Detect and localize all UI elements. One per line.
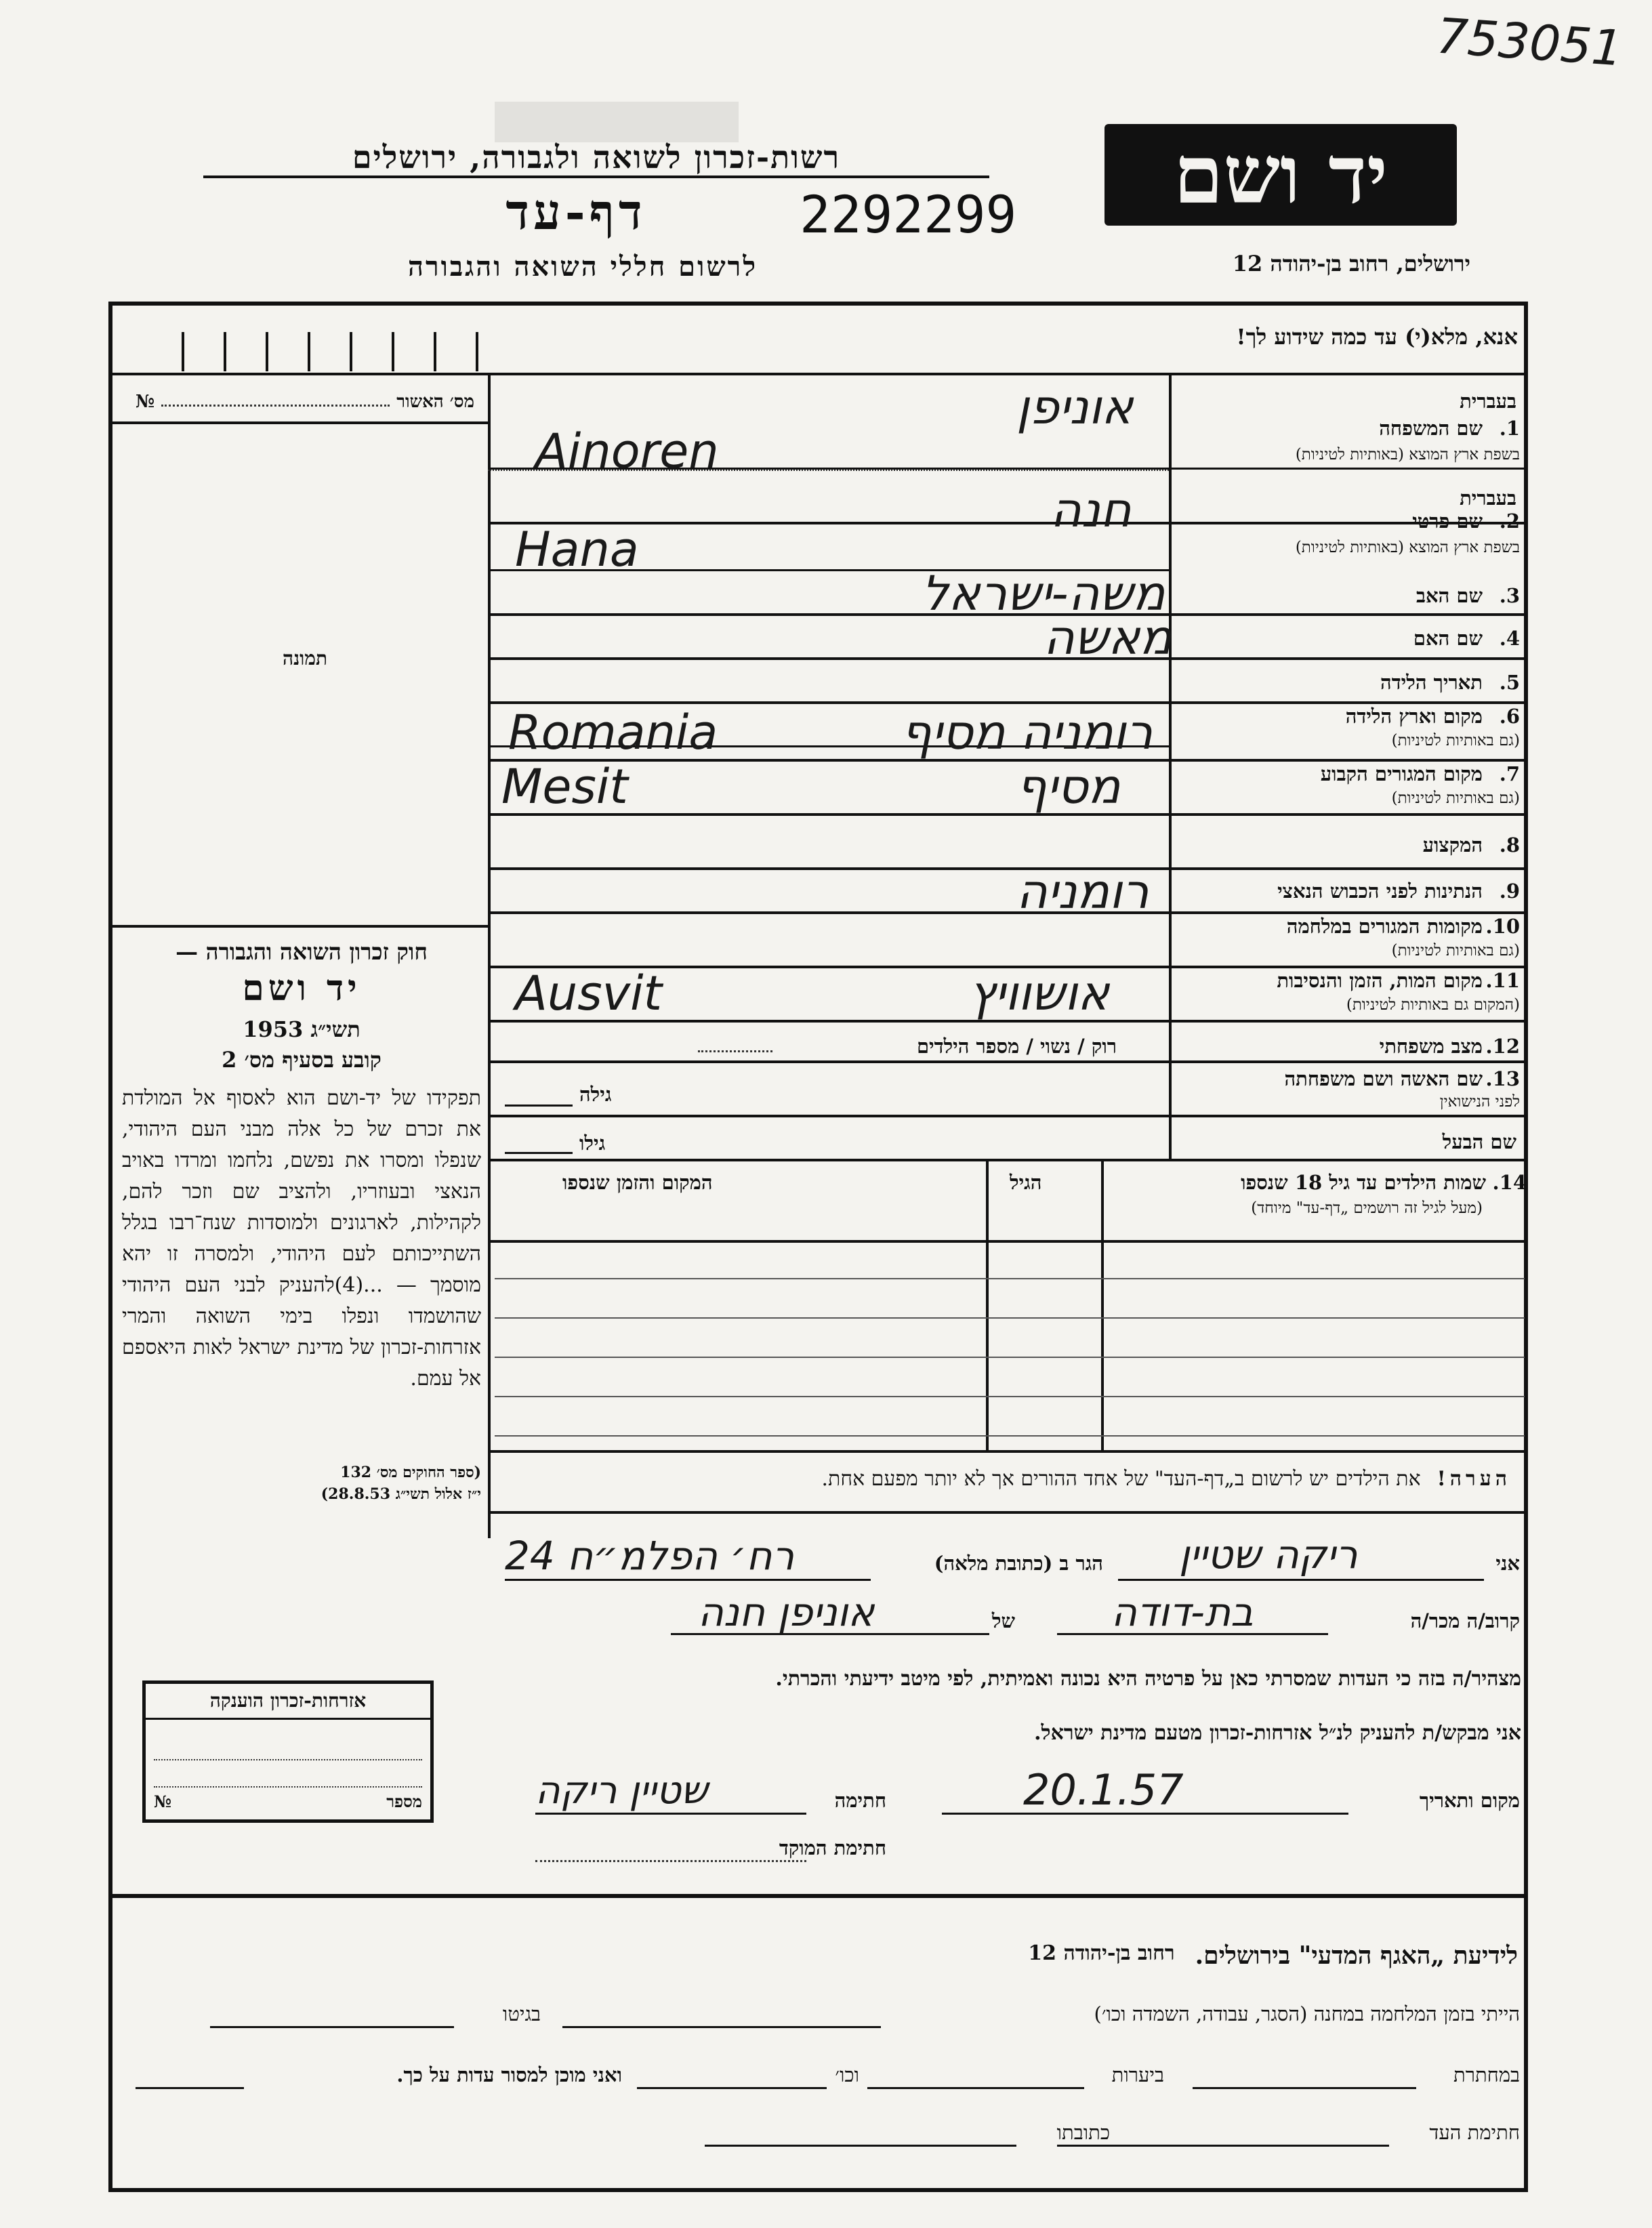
form-subtitle: לרשום חללי השואה והגבורה <box>407 251 758 283</box>
law-year: תשי״ג 1953 <box>243 1016 360 1042</box>
children-label: שמות הילדים עד גיל 18 שנספו <box>1241 1171 1486 1194</box>
field-6-value-hebrew: רומניה מסיף <box>901 705 1153 760</box>
wife-age-label: גילה <box>579 1083 612 1106</box>
field-10-label: מקומות המגורים במלחמה <box>1286 915 1483 938</box>
sidebar-divider <box>488 373 491 1538</box>
field-2-value-hebrew: חנה <box>1050 482 1132 538</box>
photo-label: תמונה <box>282 647 328 669</box>
field-11-value-hebrew: אושוויץ <box>969 966 1110 1021</box>
relation: בת-דודה <box>1111 1589 1254 1635</box>
field-7-label: מקום המגורים הקבוע <box>1320 762 1483 785</box>
field-12-options: רוק / נשוי / מספר הילדים <box>916 1035 1117 1058</box>
field-11-label: מקום המות, הזמן והנסיבות <box>1277 969 1483 992</box>
citizenship-box-number-symbol: № <box>154 1792 172 1811</box>
footer-forests-label: ביערות <box>1111 2063 1164 2086</box>
husband-label: שם הבעל <box>1442 1130 1516 1153</box>
citizenship-box-line-1 <box>154 1720 422 1760</box>
field-9-label: הנתינות לפני הכבוש הנאצי <box>1277 880 1483 903</box>
field-10-number: 10. <box>1485 915 1520 938</box>
footer-willing-label: ואני מוכן למסור עדות על כך. <box>396 2063 622 2086</box>
citizenship-box-footer <box>146 1788 430 1812</box>
law-title: חוק זכרון השואה והגבורה — <box>175 938 428 965</box>
children-rows <box>495 1240 1525 1443</box>
field-9-value-hebrew: רומניה <box>1016 864 1149 920</box>
handwritten-reference-number: 753051 <box>1434 7 1625 77</box>
field-4-value-hebrew: מאשה <box>1044 610 1172 665</box>
of-name: אוניפן חנה <box>698 1589 875 1635</box>
footer-to-label: לידיעת „האגף המדעי" בירושלים. <box>1195 1941 1518 1970</box>
footer-ghetto-label: בגיטו <box>502 2002 541 2025</box>
field-11-number: 11. <box>1485 969 1520 992</box>
signature: שטיין ריקה <box>535 1769 708 1813</box>
form-number: 2292299 <box>800 184 1017 245</box>
children-count-line <box>698 1050 772 1052</box>
field-4-number: 4. <box>1499 627 1520 650</box>
declaration-date: 20.1.57 <box>1023 1765 1184 1815</box>
approval-number-line <box>161 392 390 407</box>
place-date-label: מקום ותאריך <box>1419 1789 1520 1812</box>
authority-line: רשות-זכרון לשואה ולגבורה, ירושלים <box>203 139 989 178</box>
children-sub: (מעל לגיל זה רושמים „דף-עד" מיוחד) <box>1251 1199 1483 1217</box>
field-8-number: 8. <box>1499 833 1520 857</box>
field-1-number: 1. <box>1499 417 1520 440</box>
children-col-place-time: המקום והזמן שנספו <box>562 1171 713 1194</box>
field-5-label: תאריך הלידה <box>1380 671 1483 694</box>
field-7-number: 7. <box>1499 762 1520 785</box>
approval-number-symbol: № <box>136 392 155 412</box>
law-section: קובע בסעיף מס׳ 2 <box>222 1047 381 1073</box>
field-13-sub: לפני הנישואין <box>1439 1093 1520 1111</box>
approval-number-label: מס׳ האשור <box>396 392 474 412</box>
instruction: אנא, מלא(י) עד כמה שידוע לך! <box>1236 324 1518 350</box>
law-name: יד ושם <box>242 968 361 1009</box>
relative-label: קרוב/ה מכר/ה <box>1410 1609 1520 1632</box>
signature-label: חתימה <box>834 1789 886 1812</box>
footer-etc-label: וכו׳ <box>835 2063 859 2086</box>
field-7-value-latin: Mesit <box>501 759 628 814</box>
wife-age-line <box>505 1105 573 1107</box>
field-1-label: שם המשפחה <box>1379 417 1483 440</box>
note-text: את הילדים יש לרשום ב„דף-העד" של אחד ההורים אך לא יותר מפעם אחת. <box>821 1467 1421 1491</box>
field-14-number: 14. <box>1492 1171 1527 1194</box>
photo-divider <box>108 925 488 928</box>
footer-address: רחוב בן-יהודה 12 <box>1028 1941 1175 1965</box>
field-6-value-latin: Romania <box>508 705 718 760</box>
field-3-value-hebrew: משה-ישראל <box>922 566 1165 621</box>
field-6-sub: (גם באותיות לטיניות) <box>1391 732 1520 749</box>
field-2-label: שם פרטי <box>1412 510 1483 533</box>
header-address: ירושלים, רחוב בן-יהודה 12 <box>1232 251 1470 276</box>
citizenship-box-number-label: מספר <box>386 1792 422 1811</box>
field-3-number: 3. <box>1499 584 1520 607</box>
field-2-tag: בעברית <box>1460 487 1516 510</box>
stamp-smudge <box>495 102 739 142</box>
approval-divider <box>108 421 488 424</box>
field-6-number: 6. <box>1499 705 1520 728</box>
field-5-number: 5. <box>1499 671 1520 694</box>
resides-label: הגר ב (כתובת מלאה) <box>934 1552 1103 1575</box>
law-reference-2: י״ז אלול תשי״ג 28.8.53) <box>321 1485 481 1503</box>
law-reference-1: (ספר החוקים מס׳ 132 <box>340 1464 481 1481</box>
field-2-sub: בשפת ארץ המוצא (באותיות לטיניות) <box>1295 539 1520 556</box>
citizenship-box-title: אזרחות-זכרון הוענקה <box>146 1684 430 1720</box>
declaration-statement: מצהיר/ה בזה כי העדות שמסרתי כאן על פרטיה היא נכונה ואמיתית, לפי מיטב ידיעתי והכרתי. <box>775 1667 1521 1691</box>
instruction-divider <box>108 373 1528 375</box>
field-11-value-latin: Ausvit <box>515 966 663 1021</box>
field-12-number: 12. <box>1485 1035 1520 1058</box>
note-row <box>495 1467 1511 1491</box>
footer-camp-label: הייתי בזמן המלחמה במחנה (הסגר, עבודה, השמדה וכו׳) <box>1094 2002 1520 2025</box>
form-title: דף-עד <box>505 183 646 241</box>
field-1-sub: בשפת ארץ המוצא (באותיות לטיניות) <box>1295 446 1520 463</box>
husband-age-label: גילו <box>579 1132 606 1155</box>
field-1-value-hebrew: אוניפן <box>1016 379 1134 435</box>
citizenship-box-line-2 <box>154 1760 422 1788</box>
husband-age-line <box>505 1152 573 1154</box>
of-label: של <box>991 1609 1015 1632</box>
field-11-sub: (המקום גם באותיות לטיניות) <box>1346 996 1520 1014</box>
field-9-number: 9. <box>1499 880 1520 903</box>
footer-address-label: כתובתו <box>1056 2121 1110 2144</box>
notary-label: חתימת המוקד <box>779 1836 886 1859</box>
field-2-number: 2. <box>1499 510 1520 533</box>
field-7-value-hebrew: מסיף <box>1016 759 1121 814</box>
footer-underground-label: במחתרת <box>1453 2063 1520 2086</box>
witness-address: רח׳ הפלמ״ח 24 <box>505 1533 795 1579</box>
citizenship-box <box>142 1680 434 1823</box>
field-3-label: שם האב <box>1416 584 1483 607</box>
field-4-label: שם האם <box>1413 627 1483 650</box>
yad-vashem-logo: יד ושם <box>1104 124 1457 226</box>
field-1-tag: בעברית <box>1460 390 1516 413</box>
field-13-number: 13. <box>1485 1067 1520 1090</box>
field-10-sub: (גם באותיות לטיניות) <box>1391 942 1520 960</box>
footer-to-row <box>610 1941 1518 1970</box>
law-text: תפקידו של יד-ושם הוא לאסוף אל המולדת את זכרם של כל אלה מבני העם היהודי, שנפלו ומסרו את נפשם, נלחמו ומרדו באויב הנאצי ובעוזריו, ולהציב שם וזכר להם, לקהילות, לארגונים ולמוסדות שנח־רבו בגלל השתייכותם לעם היהודי, ולמסרה זו יהא מוסמך — ...(4)להעניק לבני העם היהודי שהושמדו ונפלו בימי השואה והמרי אזרחות-זכרון של מדינת ישראל לאות היאספם אל עמם. <box>122 1086 482 1390</box>
footer-witness-sig-label: חתימת העד <box>1429 2121 1520 2144</box>
field-12-label: מצב משפחתי <box>1379 1035 1483 1058</box>
tick-marks <box>142 332 481 371</box>
declaration-request: אני מבקש/ת להעניק לנ״ל אזרחות-זכרון מטעם מדינת ישראל. <box>1034 1721 1521 1745</box>
note-label: הערה! <box>1437 1467 1511 1491</box>
field-1-value-latin: Ainoren <box>535 424 719 479</box>
approval-number-row <box>136 392 474 412</box>
field-8-label: המקצוע <box>1422 833 1483 857</box>
field-2-value-latin: Hana <box>515 522 639 577</box>
witness-name: ריקה שטיין <box>1179 1531 1358 1577</box>
label-divider <box>1169 373 1172 1159</box>
field-7-sub: (גם באותיות לטיניות) <box>1391 789 1520 807</box>
children-col-age: הגיל <box>1010 1171 1042 1194</box>
field-13-label: שם האשה ושם משפחתה <box>1284 1067 1483 1090</box>
field-6-label: מקום וארץ הלידה <box>1345 705 1483 728</box>
declaration-i-label: אני <box>1495 1552 1520 1575</box>
